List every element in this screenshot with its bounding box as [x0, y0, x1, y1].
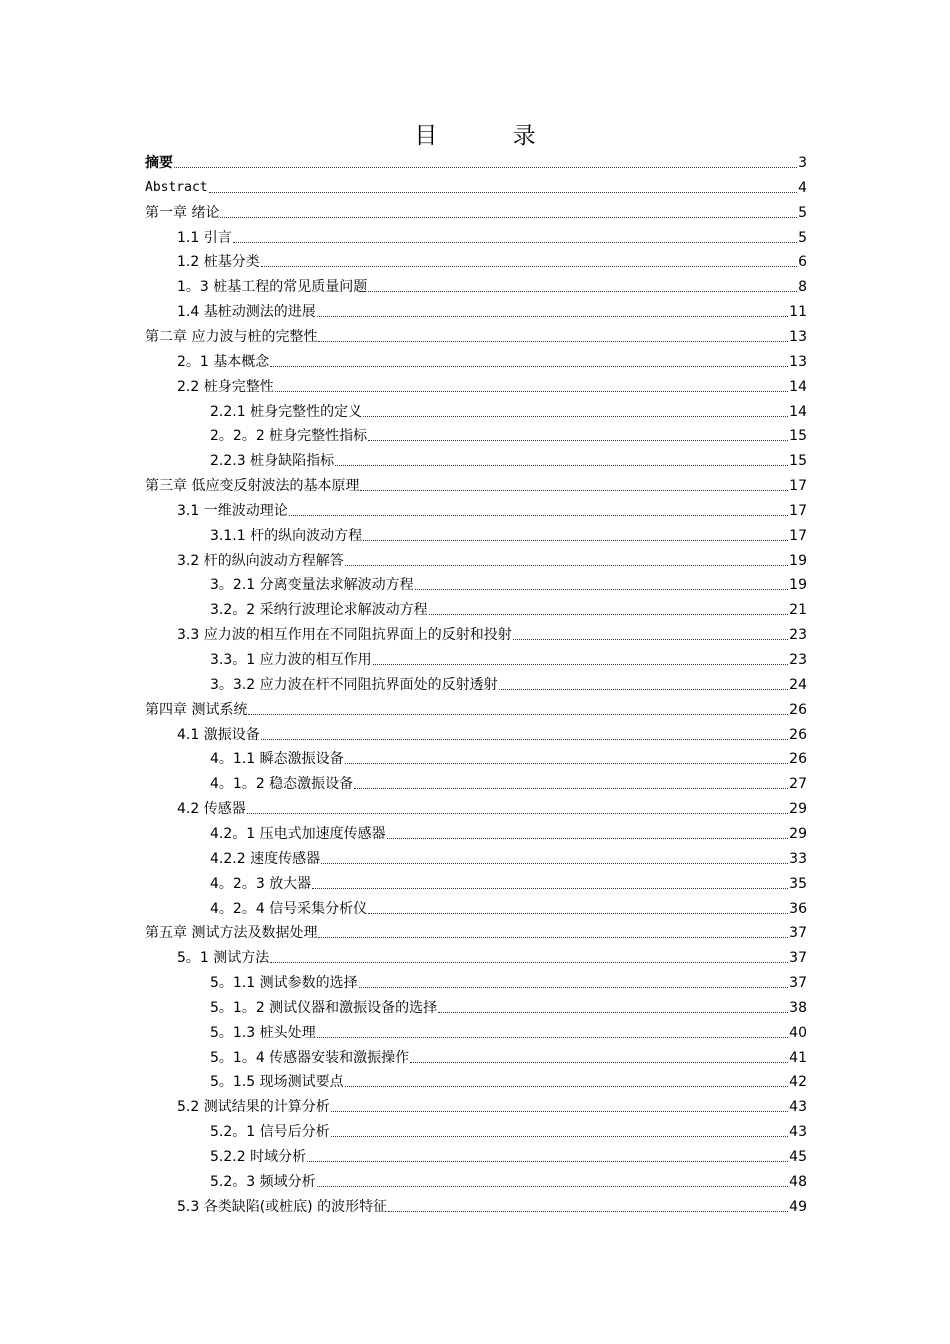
toc-entry-page-number: 15: [789, 453, 807, 470]
toc-entry-label: 5。1 测试方法: [177, 950, 270, 967]
dot-leader: [513, 638, 788, 640]
toc-entry[interactable]: [210, 595, 807, 619]
toc-entry[interactable]: [177, 546, 807, 570]
toc-entry[interactable]: [210, 1142, 807, 1166]
toc-entry-page-number: 27: [789, 776, 807, 793]
dot-leader: [368, 290, 797, 292]
toc-entry[interactable]: [210, 1043, 807, 1067]
dot-leader: [318, 340, 788, 342]
dot-leader: [233, 241, 797, 243]
toc-entry-page-number: 17: [789, 478, 807, 495]
toc-entry[interactable]: [177, 372, 807, 396]
toc-entry-page-number: 5: [798, 204, 807, 221]
toc-entry[interactable]: [210, 670, 807, 694]
dot-leader: [209, 191, 797, 193]
toc-entry-page-number: 3: [798, 155, 807, 171]
toc-entry[interactable]: [177, 272, 807, 296]
toc-entry-page-number: 14: [789, 378, 807, 395]
dot-leader: [415, 588, 789, 590]
dot-leader: [363, 415, 788, 417]
toc-entry-page-number: 48: [789, 1173, 807, 1190]
dot-leader: [318, 936, 788, 938]
dot-leader: [331, 1135, 789, 1137]
toc-entry-label: 5。1.3 桩头处理: [210, 1024, 316, 1041]
toc-entry-label: 4。1。2 稳态激振设备: [210, 776, 354, 793]
dot-leader: [354, 787, 788, 789]
toc-entry-label: 1。3 桩基工程的常见质量问题: [177, 279, 368, 296]
dot-leader: [317, 1036, 789, 1038]
toc-entry-label: 3。2.1 分离变量法求解波动方程: [210, 577, 414, 594]
dot-leader: [220, 216, 797, 218]
toc-entry-label: 2。1 基本概念: [177, 353, 270, 370]
toc-entry-label: 摘要: [145, 155, 173, 171]
dot-leader: [368, 912, 788, 914]
dot-leader: [312, 887, 788, 889]
dot-leader: [345, 762, 789, 764]
dot-leader: [248, 713, 788, 715]
toc-entry-label: 2。2。2 桩身完整性指标: [210, 428, 368, 445]
dot-leader: [247, 812, 788, 814]
toc-entry[interactable]: [210, 570, 807, 594]
dot-leader: [360, 489, 788, 491]
dot-leader: [359, 986, 789, 988]
toc-entry-page-number: 17: [789, 502, 807, 519]
toc-entry[interactable]: [210, 869, 807, 893]
dot-leader: [388, 1210, 788, 1212]
toc-entry-page-number: 21: [789, 602, 807, 619]
toc-entry-page-number: 23: [789, 652, 807, 668]
toc-entry[interactable]: [177, 297, 807, 321]
toc-entry[interactable]: [210, 844, 807, 868]
toc-entry-page-number: 38: [789, 999, 807, 1016]
toc-entry-page-number: 19: [789, 552, 807, 569]
dot-leader: [270, 961, 788, 963]
dot-leader: [289, 514, 788, 516]
toc-entry-page-number: 5: [798, 229, 807, 246]
dot-leader: [331, 1110, 788, 1112]
dot-leader: [307, 1160, 788, 1162]
toc-entry-page-number: 11: [789, 304, 807, 321]
dot-leader: [373, 663, 789, 665]
toc-entry[interactable]: [145, 918, 807, 942]
toc-entry[interactable]: [177, 1192, 807, 1216]
toc-entry[interactable]: [145, 148, 807, 172]
toc-entry[interactable]: [210, 744, 807, 768]
dot-leader: [317, 315, 788, 317]
toc-entry-page-number: 43: [789, 1124, 807, 1141]
dot-leader: [429, 613, 789, 615]
toc-entry-label: 第四章 测试系统: [145, 701, 248, 718]
toc-entry[interactable]: [145, 471, 807, 495]
toc-entry-page-number: 43: [789, 1099, 807, 1116]
toc-entry-label: 4.2。1 压电式加速度传感器: [210, 825, 386, 842]
dot-leader: [174, 166, 797, 168]
toc-entry-page-number: 8: [798, 279, 807, 296]
toc-entry-label: 第一章 绪论: [145, 204, 220, 221]
dot-leader: [275, 390, 788, 392]
toc-entry-label: 5.3 各类缺陷(或桩底) 的波形特征: [177, 1198, 388, 1215]
toc-entry-label: 5。1.1 测试参数的选择: [210, 975, 358, 992]
toc-entry[interactable]: [210, 446, 807, 470]
toc-entry[interactable]: [210, 993, 807, 1017]
toc-entry[interactable]: [145, 695, 807, 719]
dot-leader: [321, 862, 788, 864]
toc-entry-label: 第三章 低应变反射波法的基本原理: [145, 478, 360, 495]
toc-entry-label: 5。1.5 现场测试要点: [210, 1074, 344, 1091]
toc-entry-page-number: 24: [789, 676, 807, 693]
toc-entry-label: 4.1 激振设备: [177, 726, 260, 743]
toc-entry-label: 1.2 桩基分类: [177, 254, 260, 271]
toc-entry[interactable]: [177, 223, 807, 247]
toc-entry-page-number: 14: [789, 403, 807, 420]
toc-entry-label: 3.2。2 采纳行波理论求解波动方程: [210, 602, 428, 619]
toc-entry-page-number: 17: [789, 527, 807, 544]
toc-entry[interactable]: [177, 720, 807, 744]
toc-entry-page-number: 26: [789, 726, 807, 743]
toc-entry[interactable]: [145, 322, 807, 346]
toc-entry-label: 第二章 应力波与桩的完整性: [145, 328, 318, 345]
toc-entry-label: 1.1 引言: [177, 229, 232, 246]
toc-entry-label: 第五章 测试方法及数据处理: [145, 925, 318, 942]
toc-entry-label: 5.2。3 频域分析: [210, 1173, 316, 1190]
toc-entry-label: 4。2。4 信号采集分析仪: [210, 900, 368, 917]
toc-entry-page-number: 36: [789, 900, 807, 917]
toc-entry-page-number: 49: [789, 1198, 807, 1215]
dot-leader: [345, 564, 788, 566]
dot-leader: [438, 1011, 788, 1013]
toc-entry-page-number: 26: [789, 701, 807, 718]
toc-entry[interactable]: [210, 1117, 807, 1141]
toc-entry-page-number: 15: [789, 428, 807, 445]
toc-entry[interactable]: [177, 1092, 807, 1116]
toc-entry[interactable]: [210, 1167, 807, 1191]
toc-entry[interactable]: [210, 1018, 807, 1042]
toc-entry[interactable]: [210, 397, 807, 421]
dot-leader: [410, 1061, 788, 1063]
dot-leader: [363, 539, 788, 541]
toc-entry-page-number: 42: [789, 1074, 807, 1091]
toc-entry[interactable]: [177, 347, 807, 371]
toc-entry-page-number: 37: [789, 925, 807, 942]
toc-entry-page-number: 41: [789, 1049, 807, 1066]
toc-entry-label: 3.3 应力波的相互作用在不同阻抗界面上的反射和投射: [177, 627, 512, 644]
toc-entry-page-number: 13: [789, 353, 807, 370]
toc-entry[interactable]: [177, 943, 807, 967]
toc-entry-label: 4.2.2 速度传感器: [210, 850, 321, 867]
toc-entry-page-number: 23: [789, 627, 807, 644]
toc-entry-label: 4.2 传感器: [177, 801, 246, 818]
toc-entry[interactable]: [210, 819, 807, 843]
toc-entry-label: 5.2。1 信号后分析: [210, 1124, 330, 1141]
toc-entry-page-number: 40: [789, 1024, 807, 1041]
toc-entry[interactable]: [210, 894, 807, 918]
dot-leader: [335, 464, 788, 466]
toc-entry[interactable]: [177, 794, 807, 818]
dot-leader: [261, 265, 797, 267]
toc-entry-label: 4。1.1 瞬态激振设备: [210, 751, 344, 768]
toc-entry-page-number: 35: [789, 875, 807, 892]
toc-entry[interactable]: [210, 1067, 807, 1091]
toc-entry-label: 3。3.2 应力波在杆不同阻抗界面处的反射透射: [210, 676, 498, 693]
toc-entry-page-number: 33: [789, 850, 807, 867]
toc-entry-label: 1.4 基桩动测法的进展: [177, 304, 316, 321]
dot-leader: [499, 688, 789, 690]
toc-entry-page-number: 29: [789, 825, 807, 842]
toc-entry-label: 3.2 杆的纵向波动方程解答: [177, 552, 344, 569]
toc-entry[interactable]: [177, 620, 807, 644]
toc-entry-label: 2.2.3 桩身缺陷指标: [210, 453, 335, 470]
toc-entry-label: 3.1.1 杆的纵向波动方程: [210, 527, 363, 544]
toc-entry-page-number: 45: [789, 1149, 807, 1165]
dot-leader: [317, 1185, 789, 1187]
toc-entry[interactable]: [145, 198, 807, 222]
toc-entry-page-number: 37: [789, 950, 807, 967]
toc-entry-page-number: 19: [789, 577, 807, 594]
dot-leader: [270, 365, 788, 367]
toc-entry[interactable]: [210, 421, 807, 445]
toc-entry-label: Abstract: [145, 179, 208, 195]
toc-entry-page-number: 6: [798, 254, 807, 271]
toc-entry-page-number: 29: [789, 801, 807, 818]
toc-entry-label: 5。1。2 测试仪器和激振设备的选择: [210, 999, 438, 1016]
toc-entry[interactable]: [177, 247, 807, 271]
toc-entry-label: 4。2。3 放大器: [210, 875, 312, 892]
toc-entry-page-number: 4: [798, 179, 807, 196]
toc-entry-label: 3.1 一维波动理论: [177, 502, 288, 519]
toc-entry-label: 2.2.1 桩身完整性的定义: [210, 403, 363, 420]
toc-title: 目 录: [414, 123, 570, 149]
toc-entry[interactable]: [210, 521, 807, 545]
toc-entry-page-number: 37: [789, 975, 807, 992]
toc-entry-label: 3.3。1 应力波的相互作用: [210, 652, 372, 668]
toc-entry-label: 5.2.2 时域分析: [210, 1149, 307, 1165]
toc-entry-label: 2.2 桩身完整性: [177, 378, 274, 395]
dot-leader: [261, 738, 788, 740]
toc-entry[interactable]: [210, 769, 807, 793]
dot-leader: [368, 439, 788, 441]
toc-entry-label: 5.2 测试结果的计算分析: [177, 1099, 330, 1116]
dot-leader: [345, 1085, 789, 1087]
toc-entry[interactable]: [210, 968, 807, 992]
toc-entry[interactable]: [177, 496, 807, 520]
toc-entry[interactable]: [210, 645, 807, 669]
toc-entry-page-number: 13: [789, 328, 807, 345]
toc-entry-label: 5。1。4 传感器安装和激振操作: [210, 1049, 410, 1066]
dot-leader: [387, 837, 789, 839]
toc-entry-page-number: 26: [789, 751, 807, 768]
toc-entry[interactable]: [145, 173, 807, 197]
